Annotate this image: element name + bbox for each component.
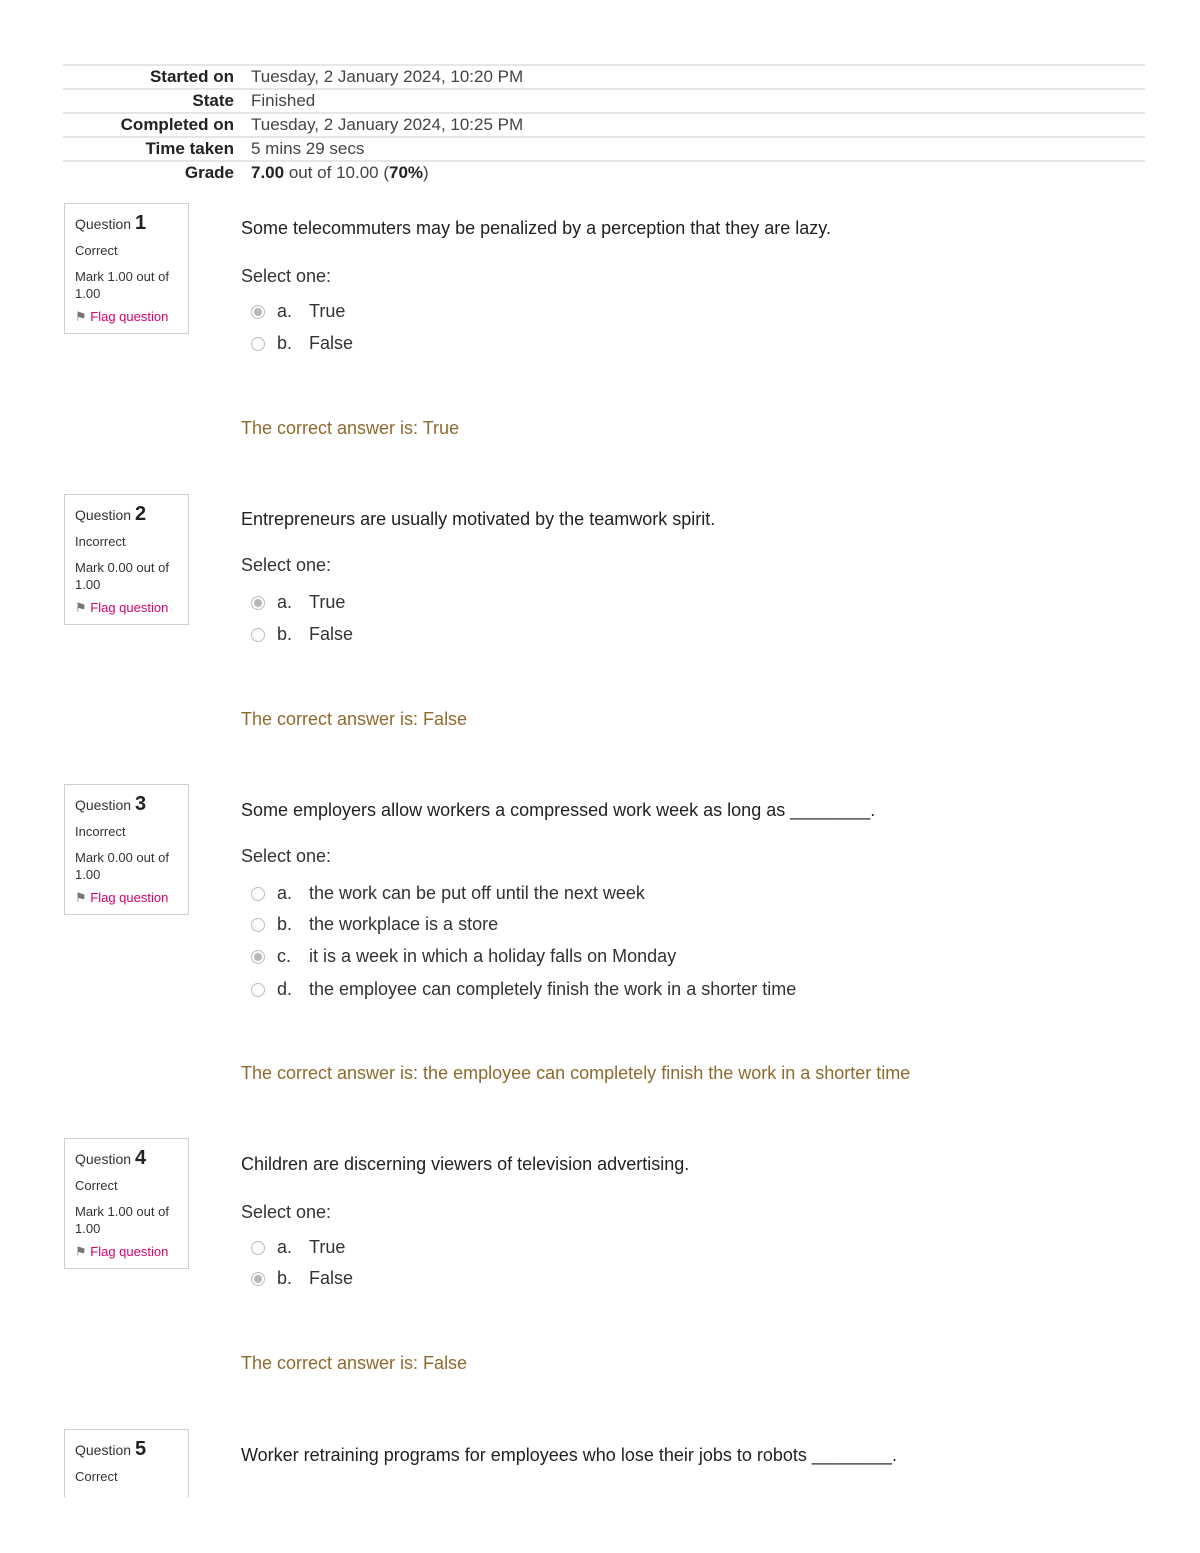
flag-label: Flag question [90, 890, 169, 905]
summary-label: Time taken [63, 137, 234, 161]
radio-icon[interactable] [251, 1241, 265, 1255]
grade-out-of: out of 10.00 ( [284, 163, 389, 182]
option-text: it is a week in which a holiday falls on Monday [309, 946, 677, 966]
grade-value [234, 161, 1145, 184]
summary-value: 5 mins 29 secs [234, 137, 1145, 161]
flag-icon: ⚑ [75, 1244, 87, 1259]
radio-icon[interactable] [251, 305, 265, 319]
question-label: Question [75, 1442, 132, 1458]
question-number [75, 793, 178, 816]
question-number [75, 503, 178, 526]
option-letter: a. [277, 883, 293, 903]
question-state: Correct [75, 1469, 118, 1484]
option-letter: b. [277, 1268, 293, 1288]
flag-question-link[interactable] [75, 599, 178, 616]
question-info-4 [64, 1138, 189, 1269]
option-text: the work can be put off until the next week [309, 883, 645, 903]
flag-question-link[interactable] [75, 889, 178, 906]
summary-row-time-taken [63, 137, 1145, 161]
radio-icon[interactable] [251, 983, 265, 997]
question-label: Question [75, 797, 132, 813]
select-one-prompt: Select one: [241, 555, 332, 575]
flag-label: Flag question [90, 309, 169, 324]
question-mark: Mark 1.00 out of 1.00 [75, 269, 169, 301]
question-label: Question [75, 507, 132, 523]
radio-icon[interactable] [251, 918, 265, 932]
summary-value: Finished [234, 89, 1145, 113]
option-text: False [309, 333, 354, 353]
correct-answer-feedback: The correct answer is: True [241, 418, 460, 438]
option-letter: b. [277, 624, 293, 644]
option-text: True [309, 1237, 346, 1257]
flag-label: Flag question [90, 600, 169, 615]
summary-label: Completed on [63, 113, 234, 137]
question-text: Entrepreneurs are usually motivated by the teamwork spirit. [241, 509, 716, 529]
select-one-prompt: Select one: [241, 846, 332, 866]
question-label: Question [75, 216, 132, 232]
question-state: Correct [75, 243, 118, 258]
correct-answer-feedback: The correct answer is: the employee can completely finish the work in a shorter time [241, 1063, 911, 1083]
summary-row-grade [63, 161, 1145, 184]
question-mark: Mark 1.00 out of 1.00 [75, 1204, 169, 1236]
quiz-summary-table [63, 64, 1145, 184]
option-letter: a. [277, 1237, 293, 1257]
question-number [75, 1147, 178, 1170]
question-number-value: 4 [134, 1147, 147, 1169]
option-letter: d. [277, 979, 293, 999]
radio-icon[interactable] [251, 950, 265, 964]
summary-label: Started on [63, 65, 234, 89]
flag-question-link[interactable] [75, 308, 178, 325]
radio-icon[interactable] [251, 1272, 265, 1286]
question-text: Worker retraining programs for employees who lose their jobs to robots ________. [241, 1445, 898, 1465]
summary-row-completed [63, 113, 1145, 137]
flag-icon: ⚑ [75, 890, 87, 905]
question-info-2 [64, 494, 189, 625]
question-info-1 [64, 203, 189, 334]
question-number-value: 1 [134, 212, 147, 234]
question-number-value: 2 [134, 503, 147, 525]
option-letter: a. [277, 592, 293, 612]
radio-icon[interactable] [251, 887, 265, 901]
question-state: Incorrect [75, 824, 126, 839]
correct-answer-feedback: The correct answer is: False [241, 709, 468, 729]
grade-close: ) [423, 163, 429, 182]
option-text: True [309, 592, 346, 612]
summary-label: Grade [63, 161, 234, 184]
flag-label: Flag question [90, 1244, 169, 1259]
grade-score: 7.00 [251, 163, 285, 182]
option-letter: c. [277, 946, 292, 966]
summary-value: Tuesday, 2 January 2024, 10:25 PM [234, 113, 1145, 137]
question-info-5 [64, 1429, 189, 1497]
option-text: the employee can completely finish the work in a shorter time [309, 979, 797, 999]
question-info-3 [64, 784, 189, 915]
option-text: True [309, 301, 346, 321]
question-text: Some telecommuters may be penalized by a perception that they are lazy. [241, 218, 831, 238]
question-number [75, 1438, 178, 1461]
option-letter: a. [277, 301, 293, 321]
summary-label: State [63, 89, 234, 113]
summary-row-state [63, 89, 1145, 113]
flag-question-link[interactable] [75, 1243, 178, 1260]
question-state: Correct [75, 1178, 118, 1193]
question-text: Some employers allow workers a compressed work week as long as ________. [241, 800, 876, 820]
summary-value: Tuesday, 2 January 2024, 10:20 PM [234, 65, 1145, 89]
radio-icon[interactable] [251, 596, 265, 610]
option-letter: b. [277, 914, 293, 934]
option-text: False [309, 1268, 354, 1288]
question-text: Children are discerning viewers of television advertising. [241, 1154, 690, 1174]
question-number-value: 3 [134, 793, 147, 815]
radio-icon[interactable] [251, 628, 265, 642]
question-label: Question [75, 1151, 132, 1167]
question-mark: Mark 0.00 out of 1.00 [75, 560, 169, 592]
select-one-prompt: Select one: [241, 1202, 332, 1222]
question-state: Incorrect [75, 534, 126, 549]
flag-icon: ⚑ [75, 600, 87, 615]
grade-percent: 70% [389, 163, 424, 182]
radio-icon[interactable] [251, 337, 265, 351]
question-number [75, 212, 178, 235]
correct-answer-feedback: The correct answer is: False [241, 1353, 468, 1373]
option-text: the workplace is a store [309, 914, 499, 934]
summary-row-started [63, 65, 1145, 89]
question-mark: Mark 0.00 out of 1.00 [75, 850, 169, 882]
question-number-value: 5 [134, 1438, 147, 1460]
option-text: False [309, 624, 354, 644]
option-letter: b. [277, 333, 293, 353]
flag-icon: ⚑ [75, 309, 87, 324]
select-one-prompt: Select one: [241, 266, 332, 286]
